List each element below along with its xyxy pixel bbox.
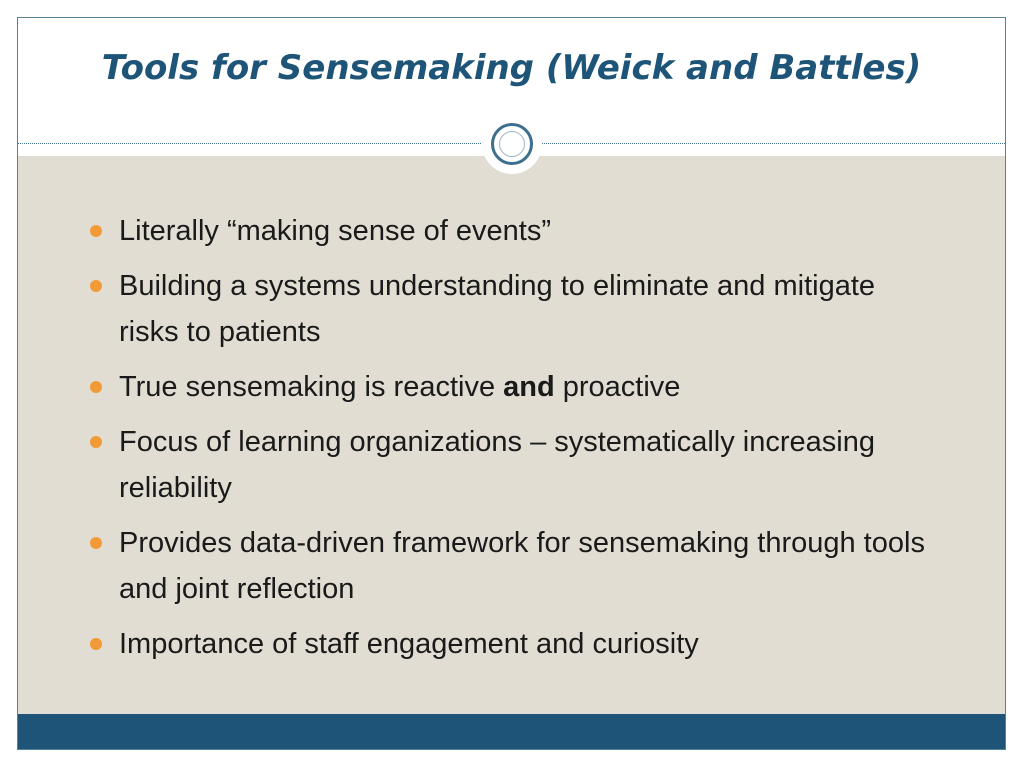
bullet-dot-icon — [90, 537, 102, 549]
circle-ornament-icon — [482, 114, 542, 174]
footer-bar — [18, 714, 1005, 749]
bullet-item — [90, 364, 930, 410]
bullet-text: Focus of learning organizations – systematically increasing reliability — [119, 426, 875, 504]
bullet-text: Importance of staff engagement and curiosity — [119, 628, 699, 660]
bullet-item — [90, 520, 930, 612]
bullet-dot-icon — [90, 280, 102, 292]
bullet-dot-icon — [90, 381, 102, 393]
bullet-dot-icon — [90, 436, 102, 448]
slide-title: Tools for Sensemaking (Weick and Battles) — [101, 48, 922, 88]
bullet-dot-icon — [90, 225, 102, 237]
bullet-text-emphasis: and — [503, 371, 555, 403]
bullet-text: Provides data-driven framework for sensemaking through tools and joint reflection — [119, 527, 925, 605]
bullet-text-after: proactive — [554, 371, 681, 403]
bullet-text-before: True sensemaking is reactive — [119, 371, 504, 403]
bullet-item — [90, 419, 930, 511]
bullet-text: Literally “making sense of events” — [119, 215, 551, 247]
bullet-item — [90, 208, 930, 254]
bullet-text: Building a systems understanding to eliminate and mitigate risks to patients — [119, 270, 876, 348]
bullet-item — [90, 263, 930, 355]
bullet-list — [90, 208, 930, 676]
slide-frame — [17, 17, 1006, 750]
ornament-ring — [491, 123, 533, 165]
content-area — [18, 156, 1005, 715]
bullet-dot-icon — [90, 638, 102, 650]
ornament-ring-inner — [499, 131, 525, 157]
bullet-item — [90, 621, 930, 667]
